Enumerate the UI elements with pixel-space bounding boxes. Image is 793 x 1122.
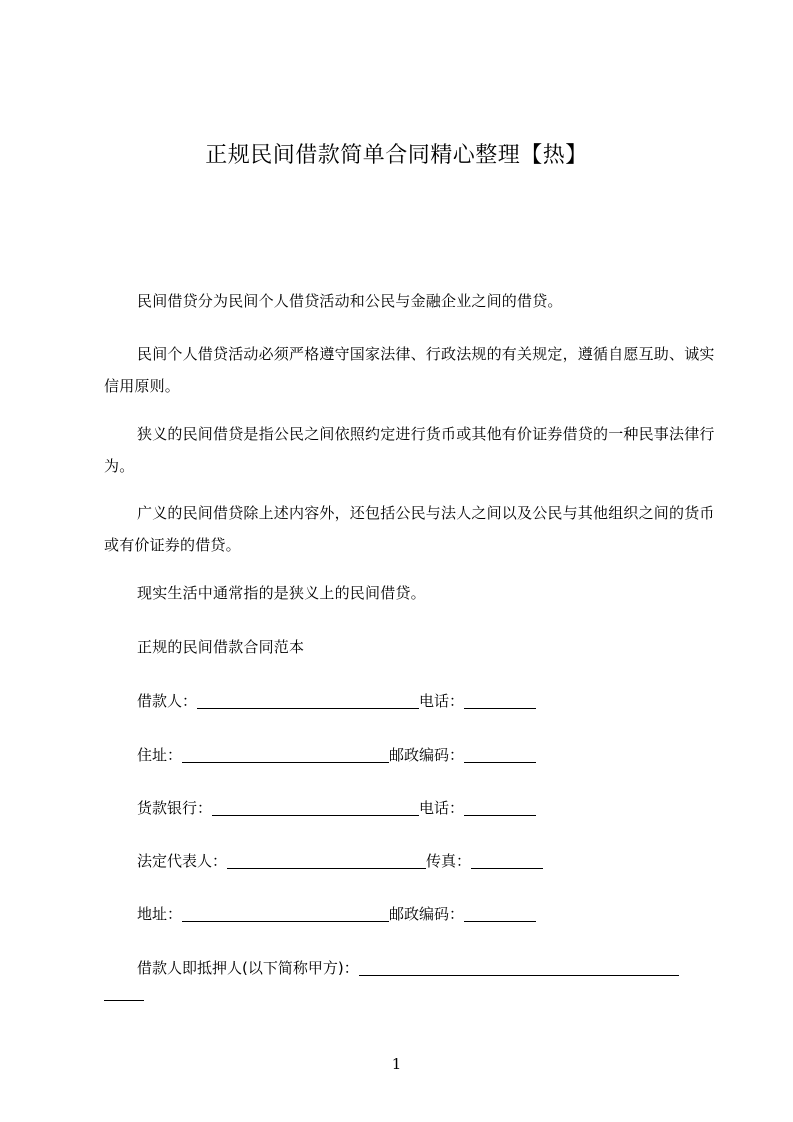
mortgagor-label: 借款人即抵押人(以下简称甲方)： — [137, 959, 359, 977]
page-number: 1 — [391, 1055, 402, 1073]
location-blank[interactable] — [182, 905, 389, 922]
mortgagor-blank-continued[interactable] — [104, 1000, 144, 1001]
postcode-label: 邮政编码： — [389, 746, 465, 764]
bank-phone-label: 电话： — [419, 799, 465, 817]
location-postcode-blank[interactable] — [464, 905, 536, 922]
contract-heading: 正规的民间借款合同范本 — [137, 638, 305, 656]
paragraph-4: 广义的民间借贷除上述内容外，还包括公民与法人之间以及公民与其他组织之间的货币或有价证券的借贷。 — [104, 504, 715, 554]
postcode-blank[interactable] — [464, 746, 536, 763]
borrower-row — [137, 689, 536, 713]
bank-blank[interactable] — [212, 799, 419, 816]
legal-rep-row — [137, 849, 543, 873]
bank-phone-blank[interactable] — [464, 799, 536, 816]
paragraph-3: 狭义的民间借贷是指公民之间依照约定进行货币或其他有价证券借贷的一种民事法律行为。 — [104, 425, 715, 475]
address-row — [137, 743, 536, 767]
mortgagor-row — [137, 956, 679, 980]
bank-label: 货款银行： — [137, 799, 213, 817]
document-title: 正规民间借款简单合同精心整理【热】 — [205, 143, 588, 168]
bank-row — [137, 796, 536, 820]
location-row — [137, 902, 536, 926]
borrower-label: 借款人： — [137, 692, 198, 710]
address-label: 住址： — [137, 746, 183, 764]
mortgagor-blank[interactable] — [359, 959, 679, 976]
paragraph-5: 现实生活中通常指的是狭义上的民间借贷。 — [137, 584, 426, 602]
paragraph-1: 民间借贷分为民间个人借贷活动和公民与金融企业之间的借贷。 — [137, 292, 563, 310]
fax-label: 传真： — [426, 852, 472, 870]
borrower-blank[interactable] — [197, 692, 419, 709]
paragraph-2: 民间个人借贷活动必须严格遵守国家法律、行政法规的有关规定，遵循自愿互助、诚实信用原则。 — [104, 345, 715, 395]
phone-blank[interactable] — [464, 692, 536, 709]
location-label: 地址： — [137, 905, 183, 923]
address-blank[interactable] — [182, 746, 389, 763]
fax-blank[interactable] — [471, 852, 543, 869]
location-postcode-label: 邮政编码： — [389, 905, 465, 923]
legal-rep-blank[interactable] — [227, 852, 426, 869]
phone-label: 电话： — [419, 692, 465, 710]
legal-rep-label: 法定代表人： — [137, 852, 228, 870]
